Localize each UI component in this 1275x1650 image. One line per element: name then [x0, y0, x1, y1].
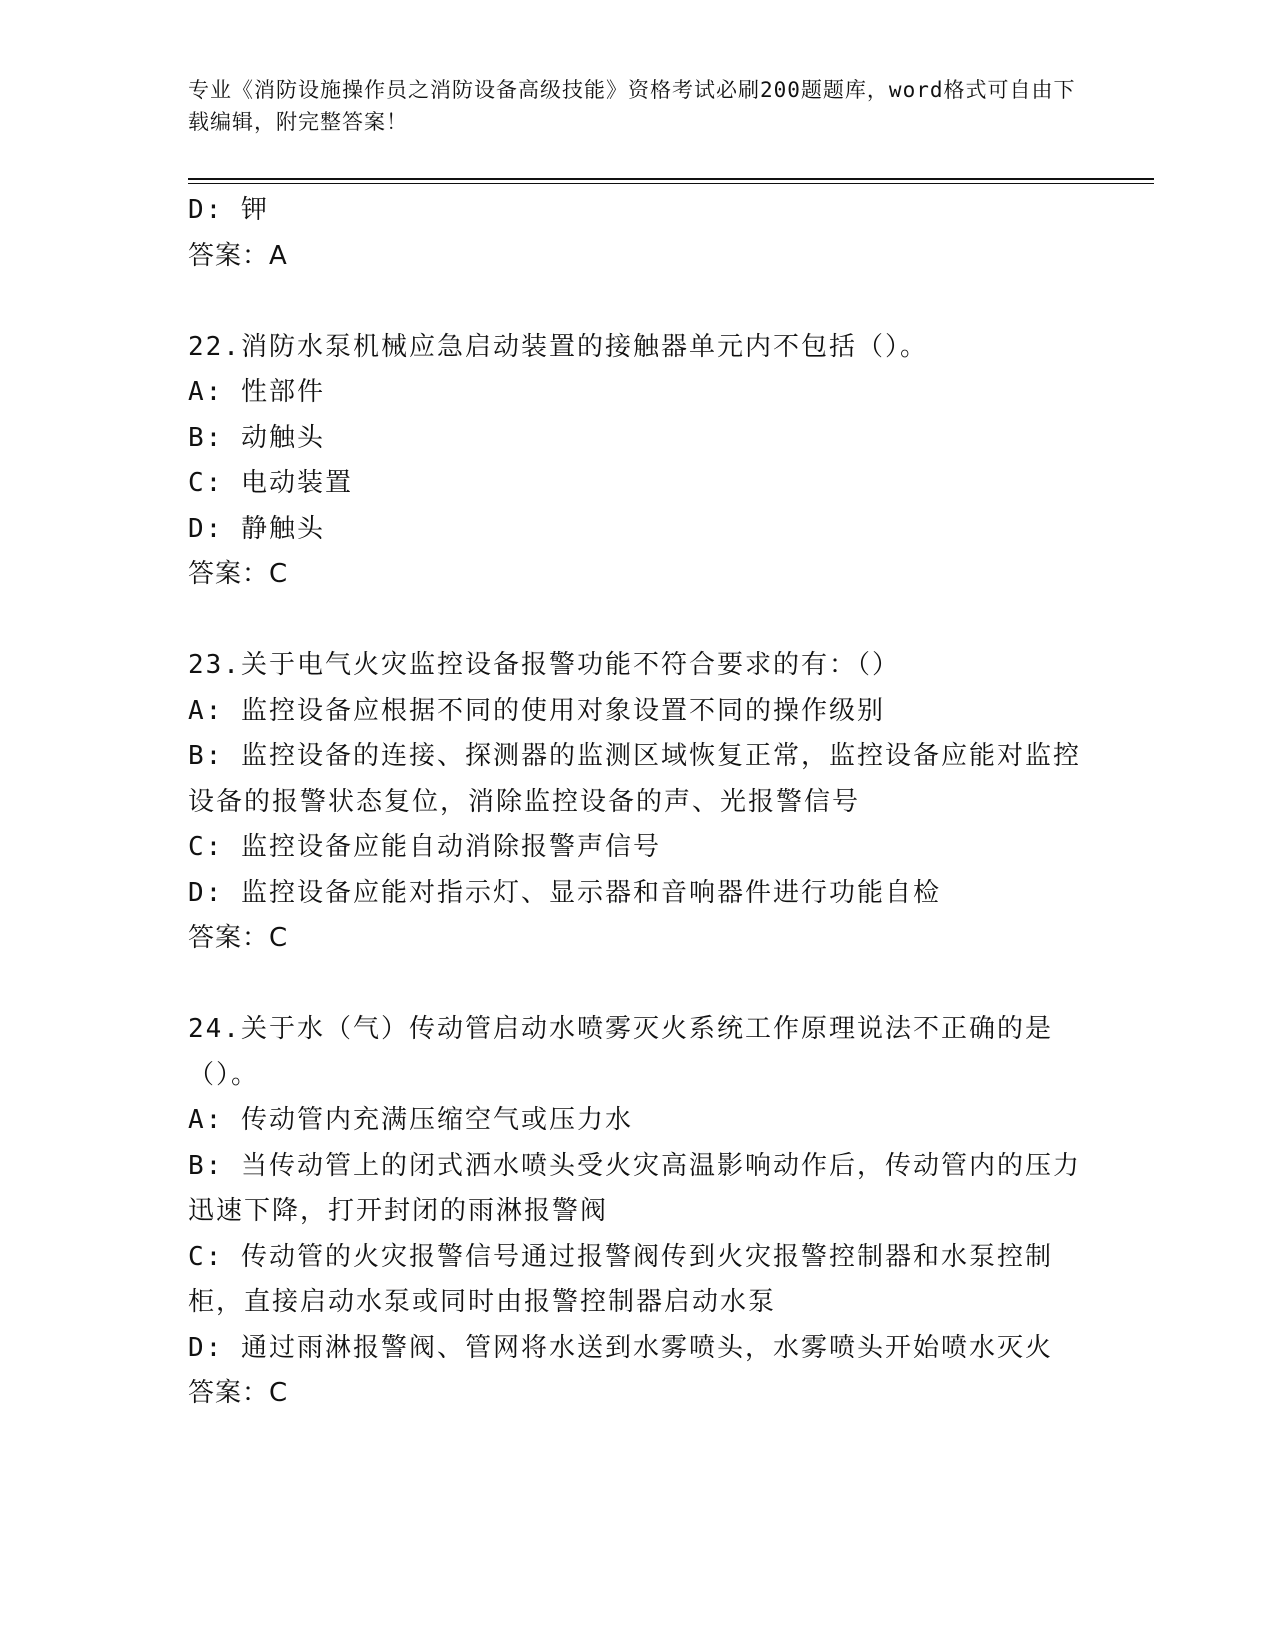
answer-line: 答案：A: [188, 240, 288, 271]
question-24: [188, 1007, 1088, 1417]
option-c: C: 传动管的火灾报警信号通过报警阀传到火灾报警控制器和水泵控制柜，直接启动水泵或同时由报警控制器启动水泵: [188, 1241, 1053, 1317]
answer-line: 答案：C: [188, 1378, 289, 1408]
option-d: D: 监控设备应能对指示灯、显示器和音响器件进行功能自检: [188, 877, 941, 908]
option-a: A: 传动管内充满压缩空气或压力水: [188, 1105, 633, 1135]
question-22: [188, 325, 1088, 598]
spacer: [188, 598, 1088, 644]
spacer: [188, 962, 1088, 1008]
question-stem: 24.关于水（气）传动管启动水喷雾灭火系统工作原理说法不正确的是（）。: [188, 1014, 1053, 1090]
option-d: D: 静触头: [188, 513, 325, 544]
option-a: A: 性部件: [188, 377, 325, 407]
question-23: [188, 643, 1088, 962]
header-rule-thick: [188, 178, 1154, 180]
option-b: B: 动触头: [188, 422, 325, 453]
option-d: D: 通过雨淋报警阀、管网将水送到水雾喷头，水雾喷头开始喷水灭火: [188, 1332, 1053, 1363]
answer-line: 答案：C: [188, 559, 289, 589]
option-b: B: 监控设备的连接、探测器的监测区域恢复正常，监控设备应能对监控设备的报警状态复位，消除监控设备的声、光报警信号: [188, 741, 1081, 817]
document-header: 专业《消防设施操作员之消防设备高级技能》资格考试必刷200题题库，word格式可自由下载编辑，附完整答案！: [188, 78, 1076, 134]
option-c: C: 电动装置: [188, 468, 353, 498]
question-stem: 23.关于电气火灾监控设备报警功能不符合要求的有：（）: [188, 650, 900, 680]
header-rule-thin: [188, 183, 1154, 184]
document-body: [188, 188, 1088, 1417]
previous-question-tail: [188, 188, 1088, 279]
answer-line: 答案：C: [188, 923, 289, 953]
spacer: [188, 279, 1088, 325]
option-a: A: 监控设备应根据不同的使用对象设置不同的操作级别: [188, 695, 885, 726]
option-b: B: 当传动管上的闭式洒水喷头受火灾高温影响动作后，传动管内的压力迅速下降，打开封闭的雨淋报警阀: [188, 1150, 1081, 1226]
option-c: C: 监控设备应能自动消除报警声信号: [188, 832, 661, 862]
question-stem: 22.消防水泵机械应急启动装置的接触器单元内不包括（）。: [188, 331, 928, 362]
option-d: D: 钾: [188, 195, 269, 225]
